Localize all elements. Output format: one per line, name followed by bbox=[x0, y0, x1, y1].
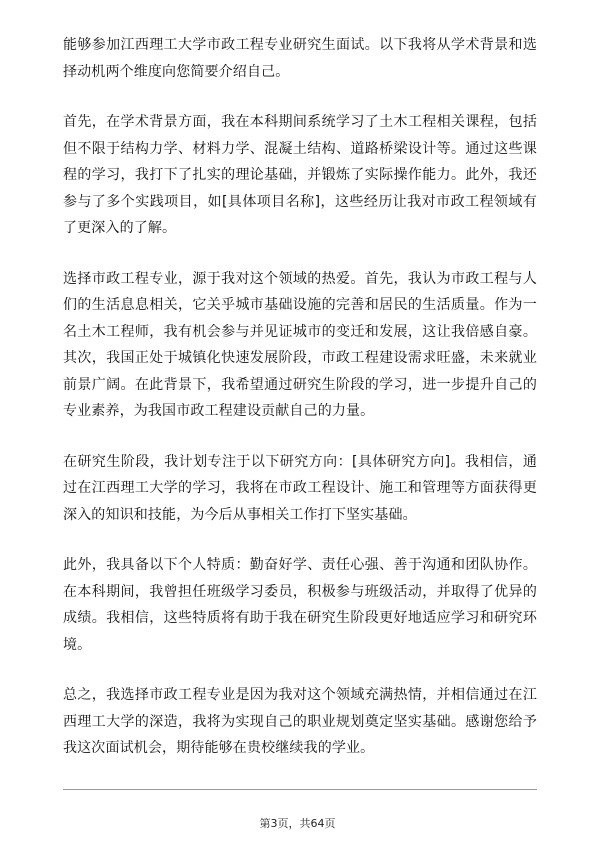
paragraph-motivation: 选择市政工程专业，源于我对这个领域的热爱。首先，我认为市政工程与人们的生活息息相关，它关乎城市基础设施的完善和居民的生活质量。作为一名土木工程师，我有机会参与并见证城市的变迁和发展，这让我倍感自豪。其次，我国正处于城镇化快速发展阶段，市政工程建设需求旺盛，未来就业前景广阔。在此背景下，我希望通过研究生阶段的学习，进一步提升自己的专业素养，为我国市政工程建设贡献自己的力量。 bbox=[63, 270, 537, 419]
page-number: 第3页，共64页 bbox=[259, 817, 336, 830]
paragraph-intro: 能够参加江西理工大学市政工程专业研究生面试。以下我将从学术背景和选择动机两个维度向您简要介绍自己。 bbox=[63, 37, 537, 80]
paragraph-personal-traits: 此外，我具备以下个人特质：勤奋好学、责任心强、善于沟通和团队协作。在本科期间，我曾担任班级学习委员，积极参与班级活动，并取得了优异的成绩。我相信，这些特质将有助于我在研究生阶段更好地适应学习和研究环境。 bbox=[63, 557, 537, 653]
paragraph-academic-background: 首先，在学术背景方面，我在本科期间系统学习了土木工程相关课程，包括但不限于结构力学、材料力学、混凝土结构、道路桥梁设计等。通过这些课程的学习，我打下了扎实的理论基础，并锻炼了实际操作能力。此外，我还参与了多个实践项目，如[具体项目名称]，这些经历让我对市政工程领域有了更深入的了解。 bbox=[63, 114, 537, 236]
paragraph-research-plan: 在研究生阶段，我计划专注于以下研究方向：[具体研究方向]。我相信，通过在江西理工大学的学习，我将在市政工程设计、施工和管理等方面获得更深入的知识和技能，为今后从事相关工作打下坚实基础。 bbox=[63, 453, 537, 523]
footer-divider bbox=[63, 789, 537, 790]
document-body bbox=[63, 32, 537, 786]
paragraph-conclusion: 总之，我选择市政工程专业是因为我对这个领域充满热情，并相信通过在江西理工大学的深造，我将为实现自己的职业规划奠定坚实基础。感谢您给予我这次面试机会，期待能够在贵校继续我的学业。 bbox=[63, 687, 537, 756]
